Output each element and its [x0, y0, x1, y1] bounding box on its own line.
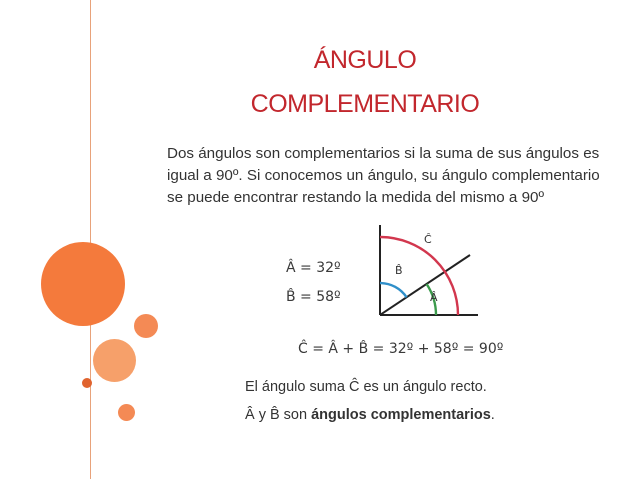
label-a: Â [430, 291, 438, 304]
intro-line-2: igual a 90º. Si conocemos un ángulo, su ángulo complementario [167, 167, 600, 184]
left-guide-line [90, 0, 91, 479]
sentence2-prefix: Â y B̂ son [245, 407, 312, 423]
slide-title-line1: ÁNGULO [313, 46, 417, 74]
decorative-circle-dot [82, 378, 92, 388]
decorative-circle-small-2 [118, 404, 135, 421]
sentence2-bold: ángulos complementarios [311, 407, 491, 423]
intro-paragraph [167, 143, 617, 209]
equation-sum: Ĉ = Â + B̂ = 32º + 58º = 90º [298, 341, 504, 357]
label-c: Ĉ [424, 233, 432, 246]
intro-line-3: se puede encontrar restando la medida del mismo a 90º [167, 189, 545, 206]
sentence-right-angle: El ángulo suma Ĉ es un ángulo recto. [245, 379, 487, 395]
equation-angle-b: B̂ = 58º [286, 289, 341, 305]
decorative-circle-large [41, 242, 125, 326]
angle-diagram [360, 215, 490, 325]
label-b: B̂ [395, 264, 403, 277]
decorative-circle-small [134, 314, 158, 338]
intro-line-1: Dos ángulos son complementarios si la suma de sus ángulos es [167, 145, 600, 162]
sentence2-suffix: . [490, 407, 495, 423]
slide-title-line2: COMPLEMENTARIO [250, 90, 480, 118]
arc-b [380, 283, 407, 297]
sentence-complementary [245, 407, 495, 423]
arc-c [380, 237, 458, 315]
equation-angle-a: Â = 32º [286, 260, 341, 276]
decorative-circle-medium [93, 339, 136, 382]
